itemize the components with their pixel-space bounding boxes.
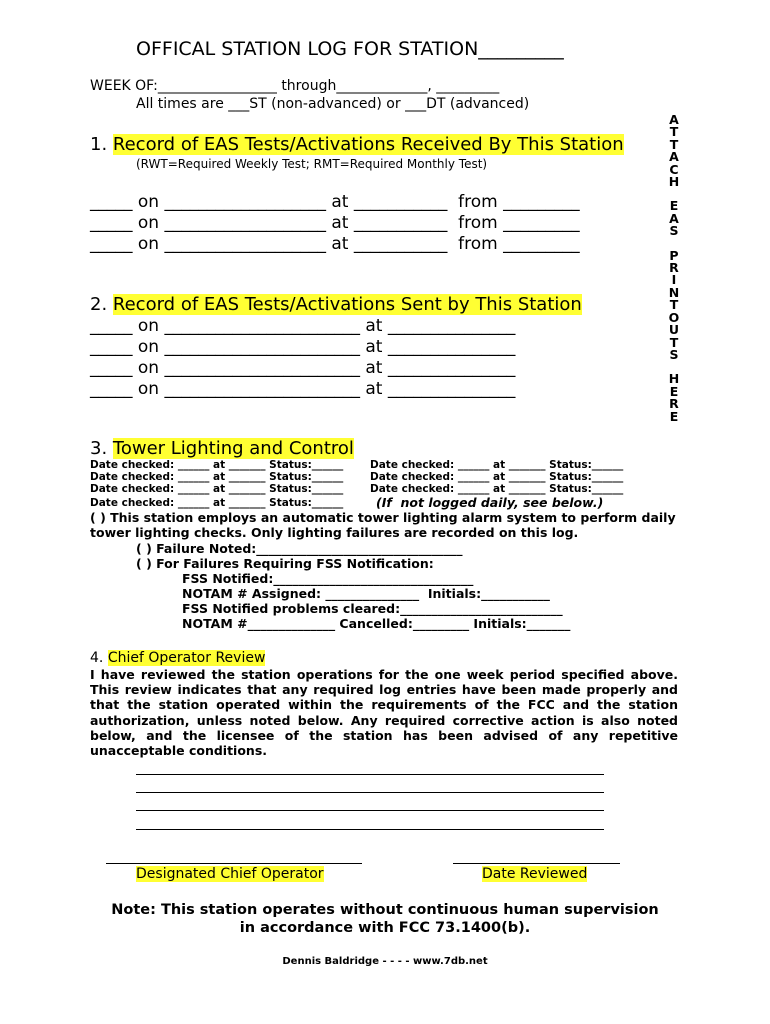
sidebar-letter: H [668, 371, 680, 387]
sidebar-letter: P [669, 247, 679, 263]
sidebar-letter: O [668, 309, 680, 325]
sidebar-letter: R [669, 260, 679, 276]
sidebar-letter: T [669, 124, 679, 140]
date-reviewed-label: Date Reviewed [482, 866, 588, 882]
fss-problems-cleared-line: FSS Notified problems cleared:__________________________ [182, 601, 563, 616]
section1-title: Record of EAS Tests/Activations Received By This Station [112, 134, 624, 155]
tower-check-row: Date checked: ______ at _______ Status:______ [370, 471, 624, 483]
sidebar-letter: R [669, 396, 679, 412]
sidebar-letter: U [668, 322, 680, 338]
received-row: _____ on ___________________ at ___________ from _________ [90, 213, 580, 233]
week-of-line: WEEK OF:_________________ through_____________, _________ [90, 78, 500, 94]
notes-line [136, 774, 604, 775]
section4-heading [90, 650, 265, 666]
review-paragraph: I have reviewed the station operations for the one week period specified above. This review indicates that any required log entries have been made properly and that the station operated within the requirements of the FCC and the station authorization, unless noted below. Any required corrective action is also noted below, and the licensee of the station has been advised of any repetitive unacceptable conditions. [90, 667, 678, 759]
fss-notified-line: FSS Notified:________________________________ [182, 571, 474, 586]
times-line: All times are ___ST (non-advanced) or ___DT (advanced) [136, 96, 530, 112]
tower-check-row: Date checked: ______ at _______ Status:______ [370, 483, 624, 495]
not-logged-note: (If not logged daily, see below.) [376, 495, 604, 510]
section1-subnote: (RWT=Required Weekly Test; RMT=Required Monthly Test) [136, 157, 488, 171]
signature-line [106, 863, 362, 864]
section1-heading [90, 134, 624, 155]
notes-line [136, 792, 604, 793]
sidebar-letter: T [669, 136, 679, 152]
page-title: OFFICAL STATION LOG FOR STATION_________ [136, 38, 564, 60]
sidebar-letter: C [669, 161, 679, 177]
sidebar-letter: A [669, 149, 679, 165]
fcc-reference-note: in accordance with FCC 73.1400(b). [239, 920, 531, 936]
sidebar-letter: I [671, 272, 677, 288]
sidebar-letter: A [669, 112, 679, 127]
sidebar-letter: E [669, 198, 679, 214]
notes-line [136, 829, 604, 830]
tower-check-row: Date checked: ______ at _______ Status:______ [90, 497, 344, 509]
sent-row: _____ on _______________________ at _______________ [90, 379, 516, 399]
section4-title: Chief Operator Review [107, 650, 266, 666]
footer-credit: Dennis Baldridge - - - - www.7db.net [282, 956, 488, 967]
failure-noted-line: ( ) Failure Noted:_________________________________ [136, 541, 463, 556]
section3-number: 3. [90, 438, 113, 459]
sidebar-letter: S [669, 346, 679, 362]
sidebar-letter: H [668, 174, 680, 190]
section3-heading [90, 438, 354, 459]
sidebar-letter: N [668, 284, 680, 300]
section3-title: Tower Lighting and Control [112, 438, 354, 459]
attach-printouts-sidebar [667, 114, 681, 423]
section2-number: 2. [90, 294, 113, 315]
sent-row: _____ on _______________________ at _______________ [90, 337, 516, 357]
tower-check-row: Date checked: ______ at _______ Status:______ [370, 459, 624, 471]
sent-row: _____ on _______________________ at _______________ [90, 316, 516, 336]
tower-check-row: Date checked: ______ at _______ Status:______ [90, 459, 344, 471]
sidebar-letter: T [669, 297, 679, 313]
section2-heading [90, 294, 582, 315]
notam-assigned-line: NOTAM # Assigned: _______________ Initials:___________ [182, 586, 550, 601]
section4-number: 4. [90, 650, 108, 666]
received-row: _____ on ___________________ at ___________ from _________ [90, 234, 580, 254]
supervision-note: Note: This station operates without continuous human supervision [111, 902, 659, 918]
section2-title: Record of EAS Tests/Activations Sent by This Station [112, 294, 582, 315]
section1-number: 1. [90, 134, 113, 155]
alarm-statement: ( ) This station employs an automatic tower lighting alarm system to perform daily tower lighting checks. Only lighting failures are recorded on this log. [90, 510, 676, 541]
sidebar-letter: T [669, 334, 679, 350]
tower-check-row: Date checked: ______ at _______ Status:______ [90, 471, 344, 483]
sidebar-letter: S [669, 223, 679, 239]
date-line [453, 863, 620, 864]
notes-line [136, 810, 604, 811]
tower-check-row: Date checked: ______ at _______ Status:______ [90, 483, 344, 495]
sent-row: _____ on _______________________ at _______________ [90, 358, 516, 378]
sidebar-letter: E [669, 408, 679, 424]
sidebar-letter: E [669, 383, 679, 399]
sidebar-letter: A [669, 210, 679, 226]
received-row: _____ on ___________________ at ___________ from _________ [90, 192, 580, 212]
designated-chief-operator-label: Designated Chief Operator [136, 866, 324, 882]
notam-cancelled-line: NOTAM #______________ Cancelled:_________ Initials:_______ [182, 616, 571, 631]
fss-failures-line: ( ) For Failures Requiring FSS Notification: [136, 556, 434, 571]
